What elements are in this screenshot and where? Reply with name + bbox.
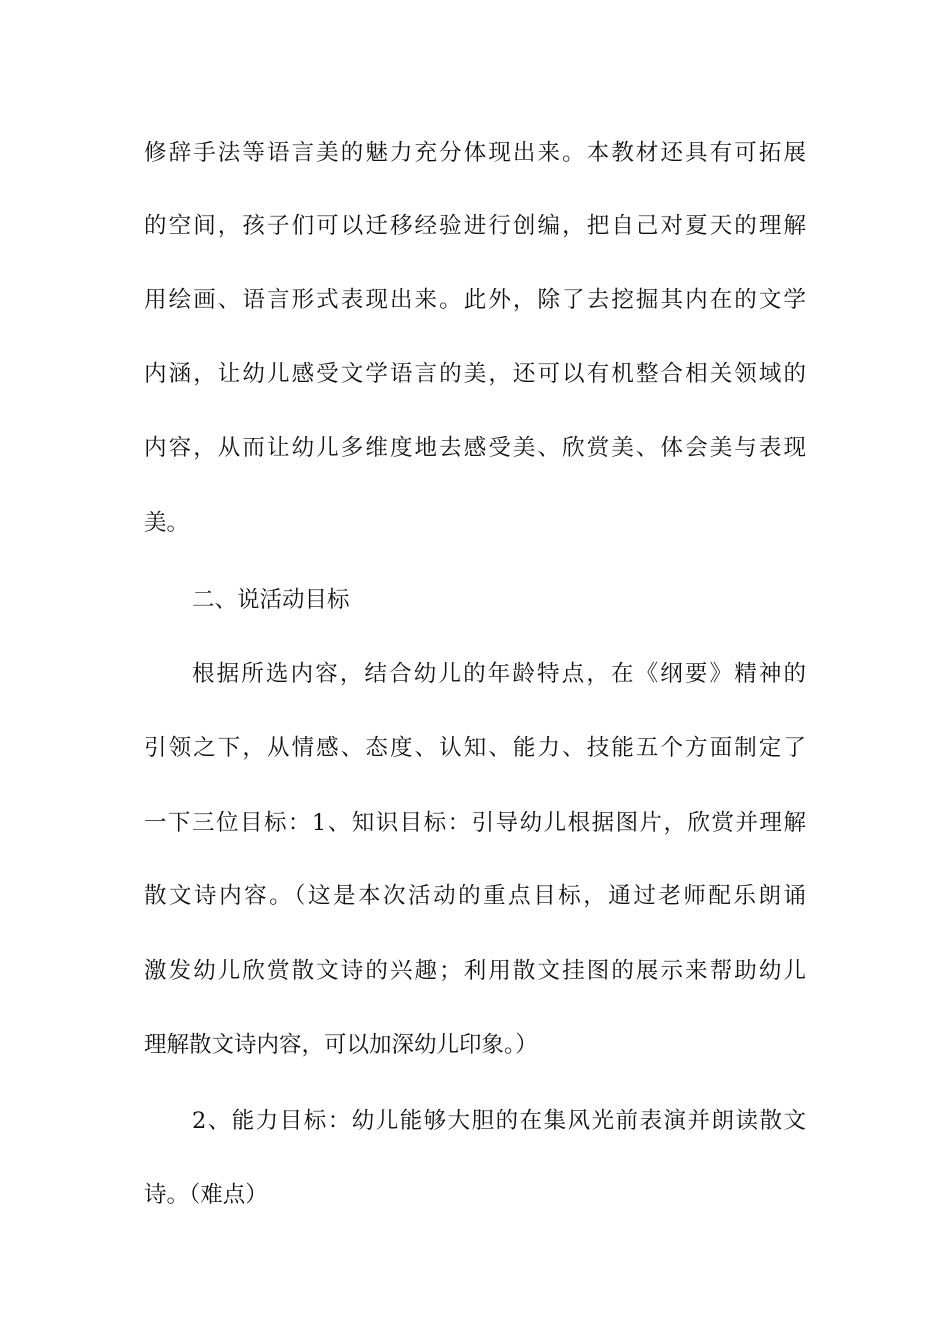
- paragraph-line: 引领之下，从情感、态度、认知、能力、技能五个方面制定了: [144, 735, 806, 761]
- paragraph-line: 根据所选内容，结合幼儿的年龄特点，在《纲要》精神的: [192, 661, 806, 687]
- paragraph-line: 散文诗内容。（这是本次活动的重点目标，通过老师配乐朗诵: [144, 883, 806, 909]
- paragraph-line: 的空间，孩子们可以迁移经验进行创编，把自己对夏天的理解: [144, 213, 806, 239]
- paragraph-line: 激发幼儿欣赏散文诗的兴趣；利用散文挂图的展示来帮助幼儿: [144, 958, 806, 984]
- paragraph-line: 2、能力目标：幼儿能够大胆的在集风光前表演并朗读散文: [192, 1108, 806, 1134]
- paragraph-line: 理解散文诗内容，可以加深幼儿印象。）: [144, 1032, 538, 1058]
- section-heading: 二、说活动目标: [192, 587, 350, 613]
- paragraph-line: 诗。（难点）: [144, 1182, 268, 1208]
- paragraph-line: 修辞手法等语言美的魅力充分体现出来。本教材还具有可拓展: [144, 140, 806, 166]
- paragraph-line: 内容，从而让幼儿多维度地去感受美、欣赏美、体会美与表现: [144, 435, 806, 461]
- paragraph-line: 美。: [144, 510, 190, 536]
- paragraph-line: 内涵，让幼儿感受文学语言的美，还可以有机整合相关领域的: [144, 361, 806, 387]
- paragraph-line: 用绘画、语言形式表现出来。此外，除了去挖掘其内在的文学: [144, 287, 806, 313]
- paragraph-line: 一下三位目标：1、知识目标：引导幼儿根据图片，欣赏并理解: [144, 810, 806, 836]
